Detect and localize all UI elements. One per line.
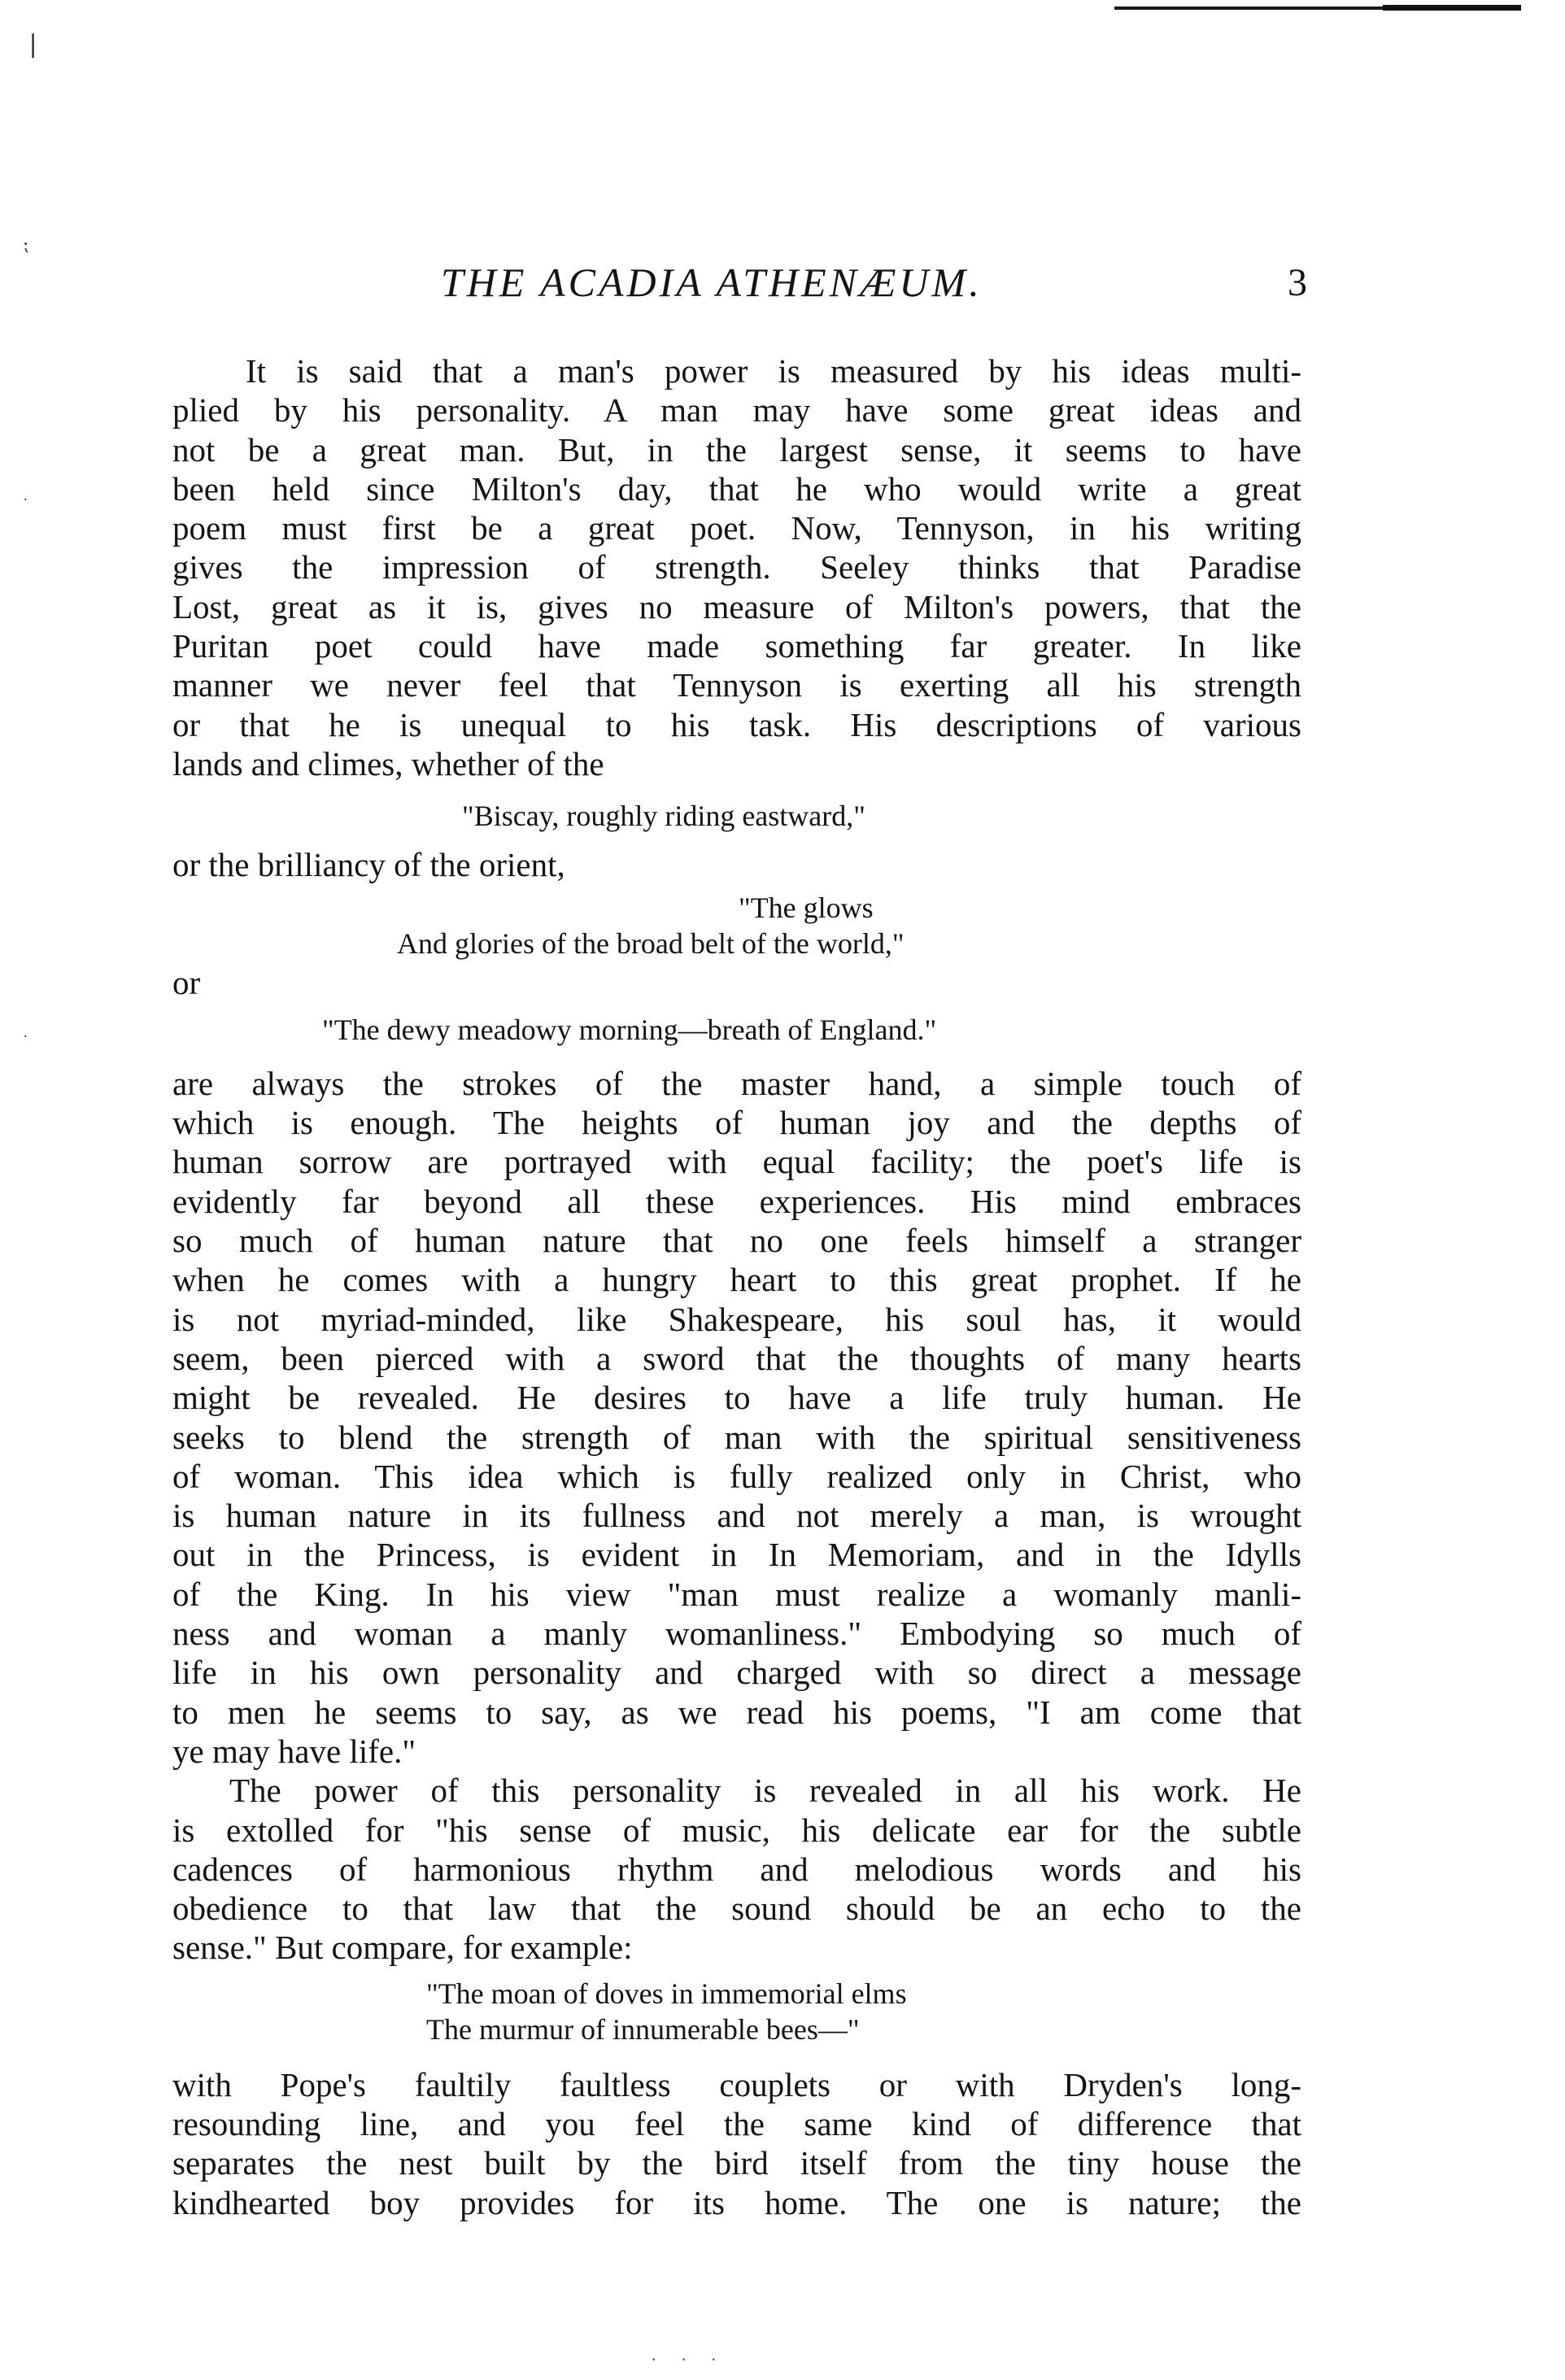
text-line: sense." But compare, for example: [172, 1929, 633, 1967]
article-body [172, 351, 1301, 2222]
page-number: 3 [1288, 261, 1307, 304]
text-line: is human nature in its fullness and not merely a man, is wrought [172, 1497, 1301, 1535]
margin-mark: ❘ [23, 31, 44, 58]
text-line: which is enough. The heights of human joy and the depths of [172, 1104, 1301, 1142]
text-line: ye may have life." [172, 1732, 416, 1770]
text-line: not be a great man. But, in the largest sense, it seems to have [172, 430, 1301, 469]
text-line: or the brilliancy of the orient, [172, 846, 565, 884]
text-line: human sorrow are portrayed with equal facility; the poet's life is [172, 1143, 1301, 1181]
text-line: seeks to blend the strength of man with the spiritual sensitiveness [172, 1418, 1301, 1456]
quote-line: "The dewy meadowy morning—breath of England." [322, 1013, 937, 1046]
bottom-mark: · · · [651, 2349, 726, 2369]
paragraph-1 [172, 351, 1301, 783]
quote-line: "The moan of doves in immemorial elms [426, 1977, 907, 2010]
text-line: might be revealed. He desires to have a life truly human. He [172, 1379, 1301, 1417]
quotation-2 [172, 890, 1301, 961]
margin-mark: ˙ [23, 1032, 28, 1050]
text-line: is extolled for "his sense of music, his delicate ear for the subtle [172, 1811, 1301, 1849]
quote-line: And glories of the broad belt of the world," [397, 926, 905, 960]
text-line: It is said that a man's power is measured by his ideas multi- [246, 352, 1301, 390]
text-line: or that he is unequal to his task. His descriptions of various [172, 705, 1301, 743]
paragraph-2 [172, 1064, 1301, 1771]
text-line: or [172, 963, 201, 1001]
text-line: kindhearted boy provides for its home. The one is nature; the [172, 2183, 1301, 2221]
connector-line [172, 963, 1301, 1002]
text-line: life in his own personality and charged with so direct a message [172, 1654, 1301, 1692]
text-line: been held since Milton's day, that he who would write a great [172, 469, 1301, 508]
text-line: lands and climes, whether of the [172, 744, 604, 782]
quote-line: "The glows [739, 891, 874, 924]
page-header [172, 259, 1307, 316]
quote-line: The murmur of innumerable bees—" [426, 2012, 860, 2046]
margin-mark: ˙ [23, 495, 28, 513]
text-line: to men he seems to say, as we read his poems, "I am come that [172, 1693, 1301, 1731]
text-line: evidently far beyond all these experiences. His mind embraces [172, 1182, 1301, 1220]
text-line: seem, been pierced with a sword that the thoughts of many hearts [172, 1339, 1301, 1377]
text-line: Lost, great as it is, gives no measure of Milton's powers, that the [172, 587, 1301, 626]
text-line: out in the Princess, is evident in In Memoriam, and in the Idylls [172, 1536, 1301, 1574]
text-line: obedience to that law that the sound should be an echo to the [172, 1890, 1301, 1928]
text-line: poem must first be a great poet. Now, Tennyson, in his writing [172, 509, 1301, 547]
text-line: are always the strokes of the master hand, a simple touch of [172, 1064, 1301, 1102]
text-line: of the King. In his view "man must realize a womanly manli- [172, 1575, 1301, 1613]
text-line: plied by his personality. A man may have some great ideas and [172, 391, 1301, 429]
text-line: when he comes with a hungry heart to this great prophet. If he [172, 1261, 1301, 1299]
connector-line [172, 845, 1301, 884]
quotation-4 [172, 1976, 1301, 2047]
quotation-3 [172, 1012, 1301, 1048]
text-line: Puritan poet could have made something far greater. In like [172, 627, 1301, 665]
text-line: resounding line, and you feel the same kind of difference that [172, 2104, 1301, 2142]
text-line: The power of this personality is revealed in all his work. He [229, 1772, 1301, 1810]
paragraph-4 [172, 2065, 1301, 2222]
running-title: THE ACADIA ATHENÆUM. [441, 259, 983, 305]
text-line: separates the nest built by the bird itself from the tiny house the [172, 2144, 1301, 2182]
quotation-1 [172, 798, 1301, 834]
paragraph-3 [172, 1771, 1301, 1967]
text-line: ness and woman a manly womanliness." Embodying so much of [172, 1615, 1301, 1653]
quote-line: "Biscay, roughly riding eastward," [462, 800, 865, 833]
text-line: of woman. This idea which is fully realized only in Christ, who [172, 1457, 1301, 1495]
text-line: cadences of harmonious rhythm and melodious words and his [172, 1850, 1301, 1888]
top-rule-thick [1383, 5, 1521, 11]
text-line: gives the impression of strength. Seeley thinks that Paradise [172, 548, 1301, 586]
text-line: is not myriad-minded, like Shakespeare, his soul has, it would [172, 1300, 1301, 1338]
text-line: manner we never feel that Tennyson is exerting all his strength [172, 666, 1301, 704]
text-line: with Pope's faultily faultless couplets or with Dryden's long- [172, 2065, 1301, 2103]
text-line: so much of human nature that no one feels himself a stranger [172, 1222, 1301, 1260]
margin-mark: ⁏ [23, 234, 29, 255]
